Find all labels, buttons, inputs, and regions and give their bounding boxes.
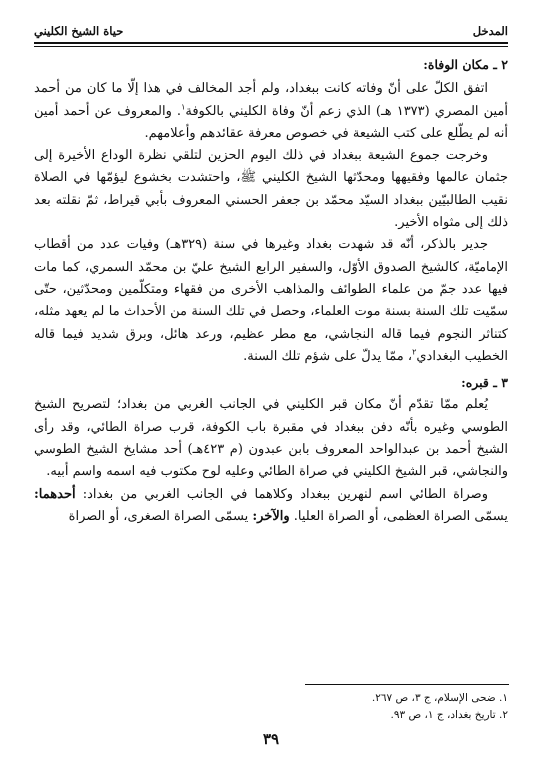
paragraph: وخرجت جموع الشيعة ببغداد في ذلك اليوم الحزين لتلقي نظرة الوداع الأخيرة إلى جثمان عالمها وفقيهها ومحدّثها الشيخ الكليني ﷺ، واحتشدت بخشوع ليؤمّها في الصلاة نقيب الطالبيّين ببغداد السيّد محمّد بن جعفر الحسني المعروف بأبي قيراط، ثمّ نقلته بعد ذلك إلى مثواه الأخير. [34,148,508,231]
paragraph-text: جدير بالذكر، أنّه قد شهدت بغداد وغيرها في سنة (٣٢٩هـ) وفيات عدد من أقطاب الإماميّة، كالشيخ الصدوق الأوّل، والسفير الرابع الشيخ عليّ بن محمّد السمري، كما مات فيها عدد جمّ من علماء الطوائف والمذاهب الأخرى من فقهاء ومتكلّمين ومحدّثين، حتّى سمّيت تلك السنة بسنة موت العلماء، وحصل في تلك السنة من الأحداث ما لم يعهد مثله، كتناثر النجوم فيما قاله النجاشي، مع مطر عظيم، ورعد هائل، وبرق شديد فيما قاله الخطيب البغدادي [34,237,508,364]
bold-term: أحدهما: [34,486,76,502]
footnote-ref[interactable]: ٢ [412,347,417,357]
page-body [34,54,508,528]
section-title-death-place: ٢ ـ مكان الوفاة: [423,57,508,72]
header-book-title: حياة الشيخ الكليني [34,24,124,38]
paragraph [34,78,508,145]
footnotes [34,690,508,724]
paragraph-text: . والمعروف عن أحمد أمين أنه لم يطّلع على كتب الشيعة في خصوص معرفة عقائدهم وأعلامهم. [34,103,508,141]
page-number: ٣٩ [262,730,280,748]
bold-term: والآخر: [252,508,290,524]
footnote-ref[interactable]: ١ [181,102,186,112]
section-title-grave: ٣ ـ قبره: [461,375,508,391]
header-rule [34,42,508,47]
paragraph-text: اتفق الكلّ على أنّ وفاته كانت ببغداد، ولم أجد المخالف في هذا إلّا ما كان من أحمد أمين المصري (١٣٧٣ هـ) الذي زعم أنّ وفاة الكليني بالكوفة [34,81,508,119]
paragraph-text: يسمّى الصراة الصغرى، أو الصراة [68,508,253,524]
paragraph-text: وصراة الطائي اسم لنهرين ببغداد وكلاهما في الجانب الغربي من بغداد: [75,486,488,502]
paragraph [34,484,508,529]
paragraph-text: ، ممّا يدلّ على شؤم تلك السنة. [243,348,413,364]
paragraph [34,234,508,368]
header-section-name: المدخل [472,24,508,38]
footnote-rule [305,684,509,685]
footnote: ١. ضحى الإسلام، ج ٣، ص ٢٦٧. [371,692,508,704]
running-header [34,22,508,40]
paragraph: يُعلم ممّا تقدّم أنّ مكان قبر الكليني في الجانب الغربي من بغداد؛ لتصريح الشيخ الطوسي وغيره بأنّه دفن ببغداد في مقبرة باب الكوفة، قرب صراة الطائي، وقد رأى الشيخ أحمد بن عبدالواحد المعروف بابن عبدون (م ٤٢٣هـ) أحد مشايخ الشيخ الطوسي والنجاشي، قبر الشيخ الكليني في صراة الطائي وعليه لوح مكتوب فيه اسمه واسم أبيه. [34,397,509,480]
paragraph-text: يسمّى الصراة العظمى، أو الصراة العليا. [289,508,508,524]
footnote: ٢. تاريخ بغداد، ج ١، ص ٩٣. [390,709,508,721]
